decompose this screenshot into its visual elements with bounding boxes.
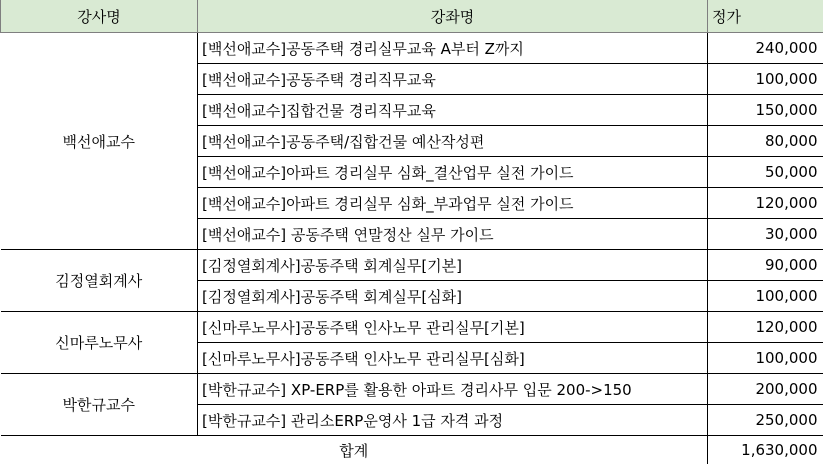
price-cell[interactable]: 90,000	[708, 250, 823, 281]
price-cell[interactable]: 100,000	[708, 64, 823, 95]
course-name-cell[interactable]: [신마루노무사]공동주택 인사노무 관리실무[심화]	[198, 343, 708, 374]
course-name-cell[interactable]: [백선애교수]아파트 경리실무 심화_부과업무 실전 가이드	[198, 188, 708, 219]
price-cell[interactable]: 30,000	[708, 219, 823, 250]
course-name-cell[interactable]: [백선애교수]아파트 경리실무 심화_결산업무 실전 가이드	[198, 157, 708, 188]
table-row	[1, 33, 823, 64]
course-name-cell[interactable]: [백선애교수]공동주택 경리실무교육 A부터 Z까지	[198, 33, 708, 64]
course-name-cell[interactable]: [박한규교수] 관리소ERP운영사 1급 자격 과정	[198, 405, 708, 436]
header-instructor[interactable]: 강사명	[1, 0, 198, 33]
table-body	[1, 33, 823, 464]
price-cell[interactable]: 200,000	[708, 374, 823, 405]
course-name-cell[interactable]: [백선애교수]공동주택 경리직무교육	[198, 64, 708, 95]
course-name-cell[interactable]: [김정열회계사]공동주택 회계실무[기본]	[198, 250, 708, 281]
price-cell[interactable]: 240,000	[708, 33, 823, 64]
instructor-cell[interactable]: 김정열회계사	[1, 250, 198, 312]
course-name-cell[interactable]: [김정열회계사]공동주택 회계실무[심화]	[198, 281, 708, 312]
header-course[interactable]: 강좌명	[198, 0, 708, 33]
header-price[interactable]: 정가	[708, 0, 823, 33]
price-cell[interactable]: 150,000	[708, 95, 823, 126]
price-cell[interactable]: 100,000	[708, 343, 823, 374]
instructor-cell[interactable]: 신마루노무사	[1, 312, 198, 374]
course-name-cell[interactable]: [백선애교수] 공동주택 연말정산 실무 가이드	[198, 219, 708, 250]
course-name-cell[interactable]: [백선애교수]집합건물 경리직무교육	[198, 95, 708, 126]
total-label-cell[interactable]: 합계	[1, 436, 708, 464]
course-name-cell[interactable]: [백선애교수]공동주택/집합건물 예산작성편	[198, 126, 708, 157]
instructor-cell[interactable]: 백선애교수	[1, 33, 198, 250]
price-cell[interactable]: 120,000	[708, 312, 823, 343]
price-cell[interactable]: 120,000	[708, 188, 823, 219]
instructor-cell[interactable]: 박한규교수	[1, 374, 198, 436]
total-price-cell[interactable]: 1,630,000	[708, 436, 823, 464]
course-name-cell[interactable]: [박한규교수] XP-ERP를 활용한 아파트 경리사무 입문 200->150	[198, 374, 708, 405]
table-row	[1, 374, 823, 405]
header-row	[1, 0, 823, 33]
course-name-cell[interactable]: [신마루노무사]공동주택 인사노무 관리실무[기본]	[198, 312, 708, 343]
price-cell[interactable]: 100,000	[708, 281, 823, 312]
table-row	[1, 312, 823, 343]
price-cell[interactable]: 250,000	[708, 405, 823, 436]
table-row	[1, 250, 823, 281]
price-cell[interactable]: 50,000	[708, 157, 823, 188]
total-row	[1, 436, 823, 464]
price-cell[interactable]: 80,000	[708, 126, 823, 157]
